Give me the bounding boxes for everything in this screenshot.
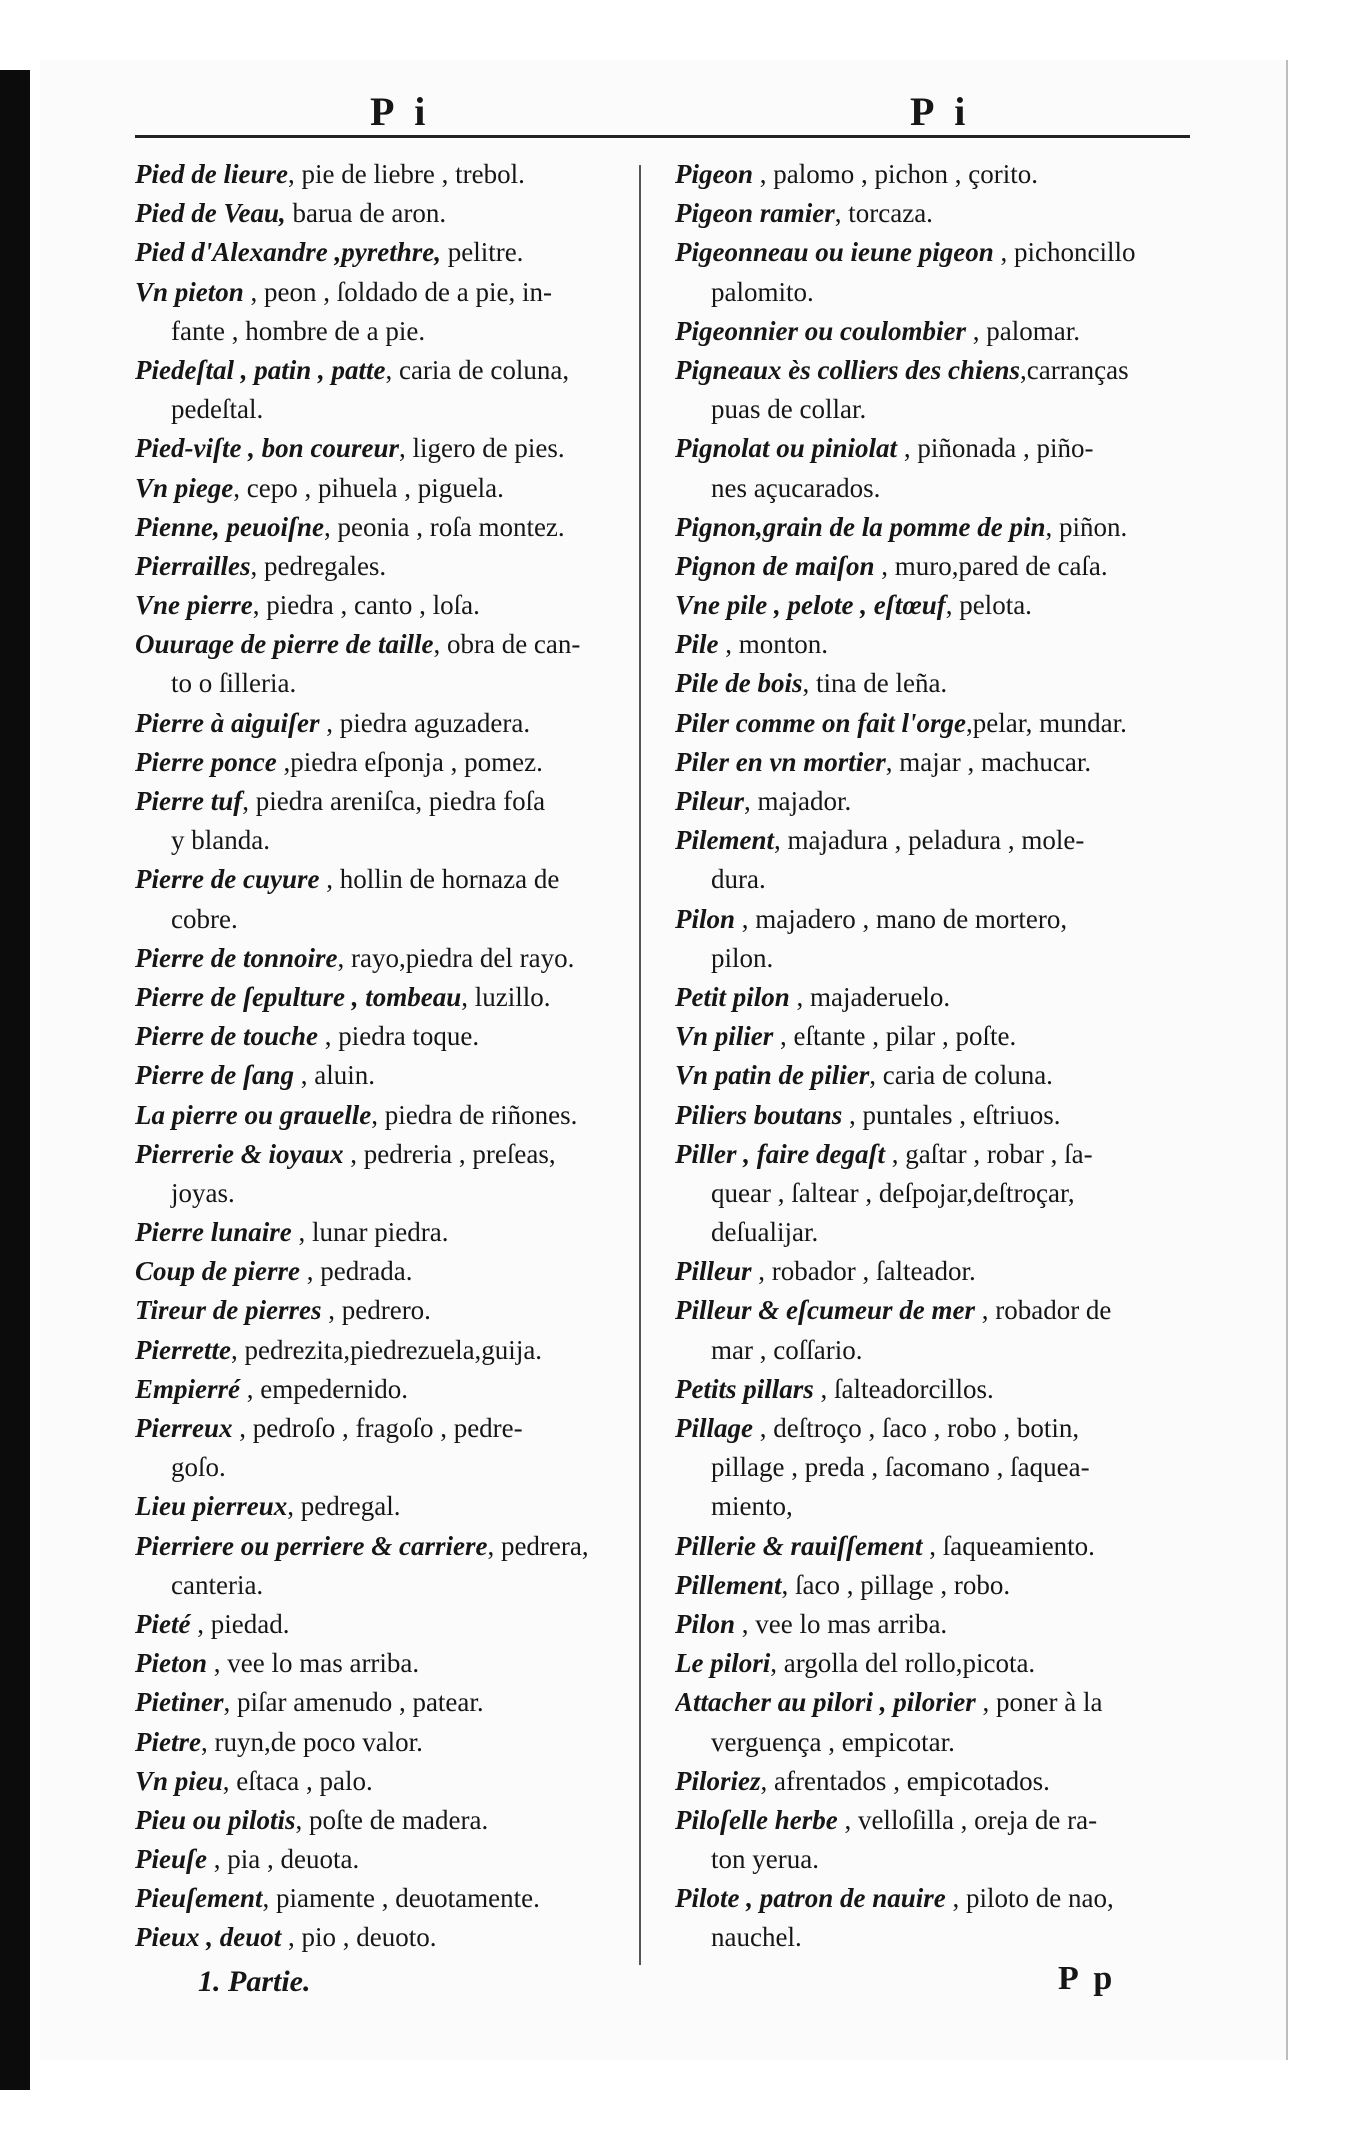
entry-term: Piliers boutans: [675, 1099, 843, 1130]
entry-definition: dura.: [711, 864, 766, 895]
entry-definition: , piedra , canto , loſa.: [252, 590, 480, 621]
entry-definition: , velloſilla , oreja de ra-: [837, 1804, 1098, 1835]
dictionary-line: [135, 821, 625, 860]
dictionary-line: [675, 1370, 1165, 1409]
signature-mark: 1. Partie.: [198, 1965, 311, 1998]
dictionary-line: [675, 1213, 1165, 1252]
entry-term: Pierriere ou perriere & carriere: [135, 1530, 488, 1561]
entry-definition: , puntales , eſtriuos.: [842, 1099, 1061, 1130]
dictionary-line: [135, 1174, 625, 1213]
entry-definition: ,carranças: [1020, 354, 1129, 385]
dictionary-line: [675, 194, 1165, 233]
entry-term: Pilleur: [675, 1256, 752, 1287]
entry-term: Pile de bois: [675, 668, 803, 699]
entry-definition: , vee lo mas arriba.: [735, 1608, 948, 1639]
entry-term: Empierré: [135, 1373, 240, 1404]
dictionary-line: [135, 429, 625, 468]
dictionary-line: [135, 1566, 625, 1605]
entry-definition: , robador de: [974, 1295, 1112, 1326]
dictionary-line: [135, 390, 625, 429]
entry-definition: to o ſilleria.: [171, 668, 297, 699]
entry-definition: , piedra aguzadera.: [319, 707, 531, 738]
entry-definition: , piñonada , piño-: [897, 433, 1094, 464]
dictionary-line: [675, 939, 1165, 978]
entry-term: Pierrailles: [135, 550, 251, 581]
left-column: [135, 155, 625, 1958]
entry-definition: , poſte de madera.: [295, 1804, 489, 1835]
dictionary-line: [675, 508, 1165, 547]
entry-term: Pigeon ramier: [675, 198, 835, 229]
entry-definition: , pie de liebre , trebol.: [287, 159, 525, 189]
entry-definition: , majadero , mano de mortero,: [735, 903, 1068, 934]
entry-term: Pierre de ſepulture , tombeau: [135, 981, 462, 1012]
running-header: [370, 88, 980, 148]
entry-term: Piler en vn mortier: [675, 746, 886, 777]
dictionary-line: [135, 1801, 625, 1840]
entry-term: Piloriez: [675, 1765, 761, 1796]
entry-definition: miento,: [711, 1491, 793, 1522]
entry-definition: , caria de coluna,: [385, 354, 570, 385]
dictionary-line: [135, 1252, 625, 1291]
dictionary-line: [675, 547, 1165, 586]
entry-term: Pigneaux ès colliers des chiens: [675, 354, 1020, 385]
entry-definition: , majador.: [744, 786, 852, 816]
entry-term: Le pilori: [675, 1648, 771, 1679]
entry-definition: , luzillo.: [461, 981, 551, 1012]
entry-definition: , gaſtar , robar , ſa-: [884, 1138, 1093, 1169]
dictionary-line: [135, 743, 625, 782]
dictionary-line: [675, 351, 1165, 390]
dictionary-line: [135, 704, 625, 743]
entry-definition: , argolla del rollo,picota.: [770, 1648, 1036, 1679]
dictionary-line: [675, 1566, 1165, 1605]
entry-term: Pieu ou pilotis: [135, 1804, 296, 1835]
dictionary-line: [135, 233, 625, 272]
dictionary-line: [675, 1252, 1165, 1291]
entry-definition: , monton.: [718, 629, 828, 660]
dictionary-line: [675, 1644, 1165, 1683]
entry-definition: , aluin.: [293, 1060, 375, 1091]
entry-term: Pigeonneau ou ieune pigeon: [675, 237, 994, 268]
column-divider: [639, 165, 641, 1965]
dictionary-line: [135, 1840, 625, 1879]
entry-term: Pignolat ou piniolat: [675, 433, 898, 464]
dictionary-line: [135, 1723, 625, 1762]
entry-definition: , eſtaca , palo.: [222, 1765, 373, 1796]
entry-term: Vn pilier: [675, 1021, 774, 1052]
entry-term: Ouurage de pierre de taille: [135, 629, 434, 660]
header-right: P i: [910, 89, 972, 134]
entry-term: Pieuſe: [135, 1844, 207, 1875]
entry-term: Attacher au pilori , pilorier: [675, 1687, 976, 1718]
dictionary-line: [135, 1017, 625, 1056]
entry-definition: y blanda.: [171, 825, 270, 856]
right-column: [675, 155, 1165, 1958]
dictionary-line: [675, 625, 1165, 664]
dictionary-line: [675, 1096, 1165, 1135]
dictionary-line: [135, 1096, 625, 1135]
entry-definition: deſualijar.: [711, 1217, 819, 1248]
dictionary-line: [675, 704, 1165, 743]
entry-term: Pierrerie & ioyaux: [135, 1138, 344, 1169]
dictionary-line: [675, 1409, 1165, 1448]
entry-definition: , eſtante , pilar , poſte.: [773, 1021, 1017, 1052]
page-edge: [1286, 60, 1288, 2060]
dictionary-line: [135, 586, 625, 625]
entry-definition: ,pelar, mundar.: [965, 707, 1127, 738]
dictionary-line: [675, 1801, 1165, 1840]
dictionary-line: [135, 1879, 625, 1918]
entry-term: Pierre de cuyure: [135, 864, 320, 895]
entry-term: Pieuſement: [135, 1883, 263, 1914]
entry-definition: , empedernido.: [240, 1373, 408, 1404]
entry-definition: , piedra toque.: [317, 1021, 480, 1052]
dictionary-line: [135, 1409, 625, 1448]
dictionary-line: [675, 1879, 1165, 1918]
entry-definition: , majadura , peladura , mole-: [773, 825, 1085, 856]
entry-definition: , majaderuelo.: [789, 981, 951, 1012]
dictionary-page: [40, 60, 1286, 2060]
dictionary-line: [675, 1135, 1165, 1174]
dictionary-line: [675, 1527, 1165, 1566]
entry-term: Pilement: [675, 825, 774, 856]
entry-term: Pietre: [135, 1726, 201, 1757]
dictionary-line: [135, 664, 625, 703]
entry-term: Piloſelle herbe: [675, 1804, 838, 1835]
dictionary-line: [135, 194, 625, 233]
entry-definition: , poner à la: [975, 1687, 1103, 1718]
dictionary-line: [135, 312, 625, 351]
entry-term: La pierre ou grauelle: [135, 1099, 372, 1130]
entry-definition: quear , ſaltear , deſpojar,deſtroçar,: [711, 1177, 1075, 1208]
entry-definition: , lunar piedra.: [291, 1217, 449, 1248]
book-binding-edge: [0, 70, 30, 2090]
entry-definition: puas de collar.: [711, 394, 867, 425]
dictionary-line: [675, 233, 1165, 272]
entry-term: Piler comme on fait l'orge: [675, 707, 966, 738]
entry-definition: , piloto de nao,: [945, 1883, 1114, 1914]
entry-term: Vn pieton: [135, 276, 244, 307]
entry-definition: cobre.: [171, 903, 238, 934]
header-left: P i: [370, 89, 432, 134]
entry-term: Piedeſtal , patin , patte: [135, 354, 386, 385]
entry-definition: , palomo , pichon , çorito.: [753, 159, 1038, 189]
dictionary-line: [675, 1487, 1165, 1526]
entry-definition: joyas.: [171, 1177, 235, 1208]
dictionary-line: [135, 1487, 625, 1526]
dictionary-line: [675, 1017, 1165, 1056]
entry-term: Pierre tuf: [135, 786, 243, 816]
entry-definition: , pedroſo , fragoſo , pedre-: [232, 1413, 523, 1443]
entry-definition: , caria de coluna.: [869, 1060, 1053, 1091]
entry-definition: fante , hombre de a pie.: [171, 315, 426, 346]
entry-term: Pierre de ſang: [135, 1060, 294, 1091]
entry-term: Coup de pierre: [135, 1256, 300, 1287]
entry-term: Pilleur & eſcumeur de mer: [675, 1295, 975, 1326]
entry-term: Pieton: [135, 1648, 207, 1679]
entry-definition: , majar , machucar.: [885, 746, 1092, 777]
entry-definition: , piamente , deuotamente.: [262, 1883, 540, 1914]
dictionary-line: [675, 1174, 1165, 1213]
entry-term: Pied-viſte , bon coureur: [135, 433, 399, 464]
entry-definition: , pedrero.: [321, 1295, 431, 1326]
entry-term: Pieux , deuot: [135, 1922, 282, 1953]
entry-term: Pierrette: [135, 1334, 231, 1365]
entry-term: Pied de lieure: [135, 159, 288, 189]
entry-definition: , palomar.: [966, 315, 1080, 346]
dictionary-line: [135, 900, 625, 939]
dictionary-line: [135, 625, 625, 664]
dictionary-line: [675, 390, 1165, 429]
dictionary-line: [675, 821, 1165, 860]
dictionary-line: [135, 1918, 625, 1957]
entry-term: Pilote , patron de nauire: [675, 1883, 946, 1914]
entry-definition: , vee lo mas arriba.: [207, 1648, 420, 1679]
dictionary-line: [675, 1723, 1165, 1762]
entry-definition: , pelota.: [945, 590, 1032, 621]
entry-term: Petit pilon: [675, 981, 790, 1012]
entry-definition: ton yerua.: [711, 1844, 819, 1875]
dictionary-line: [675, 664, 1165, 703]
entry-term: Pierre de tonnoire: [135, 942, 338, 973]
entry-definition: nes açucarados.: [711, 472, 881, 503]
dictionary-line: [135, 1291, 625, 1330]
dictionary-line: [135, 1762, 625, 1801]
entry-term: Pilon: [675, 1608, 736, 1639]
dictionary-line: [135, 782, 625, 821]
entry-definition: , ſalteadorcillos.: [813, 1373, 994, 1404]
entry-term: Pienne, peuoiſne: [135, 511, 324, 542]
dictionary-line: [675, 312, 1165, 351]
dictionary-line: [135, 1683, 625, 1722]
entry-definition: , cepo , pihuela , piguela.: [233, 472, 504, 503]
dictionary-line: [135, 1331, 625, 1370]
entry-term: Lieu pierreux: [135, 1491, 288, 1522]
dictionary-line: [135, 1056, 625, 1095]
entry-term: Pigeonnier ou coulombier: [675, 315, 967, 346]
entry-term: Pile: [675, 629, 719, 660]
entry-definition: , piedad.: [190, 1608, 290, 1639]
dictionary-line: [135, 508, 625, 547]
entry-term: Vne pile , pelote , eſtœuf: [675, 590, 946, 621]
entry-term: Pignon,grain de la pomme de pin: [675, 511, 1046, 542]
dictionary-line: [675, 1762, 1165, 1801]
entry-definition: , peon , ſoldado de a pie, in-: [243, 276, 552, 307]
dictionary-line: [675, 1331, 1165, 1370]
entry-definition: , pedregal.: [287, 1491, 401, 1522]
entry-term: Vn patin de pilier: [675, 1060, 870, 1091]
entry-definition: , torcaza.: [834, 198, 933, 229]
dictionary-line: [675, 1056, 1165, 1095]
entry-definition: , ligero de pies.: [398, 433, 565, 464]
dictionary-line: [675, 978, 1165, 1017]
entry-definition: , piñon.: [1045, 511, 1128, 542]
dictionary-line: [135, 1135, 625, 1174]
entry-term: Petits pillars: [675, 1373, 814, 1404]
entry-term: Pierre à aiguiſer: [135, 707, 320, 738]
entry-term: Pillement: [675, 1569, 782, 1600]
dictionary-line: [675, 860, 1165, 899]
entry-definition: , muro,pared de caſa.: [874, 550, 1108, 581]
dictionary-line: [675, 586, 1165, 625]
entry-definition: mar , coſſario.: [711, 1334, 863, 1365]
entry-definition: , pia , deuota.: [206, 1844, 360, 1875]
entry-term: Vn piege: [135, 472, 234, 503]
entry-term: Pierre lunaire: [135, 1217, 292, 1248]
entry-definition: , deſtroço , ſaco , robo , botin,: [752, 1413, 1080, 1443]
entry-definition: , pio , deuoto.: [281, 1922, 437, 1953]
entry-term: Pilon: [675, 903, 736, 934]
dictionary-line: [135, 469, 625, 508]
entry-definition: , pichoncillo: [993, 237, 1136, 268]
dictionary-line: [135, 1527, 625, 1566]
dictionary-line: [675, 743, 1165, 782]
entry-term: Pied d'Alexandre ,pyrethre,: [135, 237, 441, 268]
dictionary-line: [135, 1370, 625, 1409]
dictionary-line: [135, 1448, 625, 1487]
entry-definition: , pedreria , preſeas,: [343, 1138, 556, 1169]
entry-definition: , piſar amenudo , patear.: [223, 1687, 484, 1718]
entry-definition: , hollin de hornaza de: [319, 864, 560, 895]
dictionary-line: [675, 1291, 1165, 1330]
entry-definition: canteria.: [171, 1569, 264, 1600]
entry-term: Vne pierre: [135, 590, 253, 621]
entry-definition: pelitre.: [440, 237, 524, 268]
entry-definition: , pedrada.: [300, 1256, 413, 1287]
entry-definition: nauchel.: [711, 1922, 802, 1953]
dictionary-line: [675, 429, 1165, 468]
entry-definition: verguença , empicotar.: [711, 1726, 955, 1757]
dictionary-line: [135, 1213, 625, 1252]
entry-definition: , pedrera,: [487, 1530, 589, 1561]
entry-definition: , piedra de riñones.: [371, 1099, 578, 1130]
entry-definition: , obra de can-: [433, 629, 581, 660]
entry-term: Pierre de touche: [135, 1021, 318, 1052]
header-rule: [135, 135, 1190, 138]
entry-term: Pieté: [135, 1608, 191, 1639]
entry-term: Tireur de pierres: [135, 1295, 322, 1326]
dictionary-line: [675, 782, 1165, 821]
dictionary-line: [135, 1605, 625, 1644]
entry-term: Vn pieu: [135, 1765, 223, 1796]
entry-term: Piller , faire degaſt: [675, 1138, 885, 1169]
entry-definition: , ſaqueamiento.: [922, 1530, 1095, 1561]
dictionary-line: [675, 1605, 1165, 1644]
dictionary-line: [135, 155, 625, 194]
dictionary-line: [135, 939, 625, 978]
entry-definition: , peonia , roſa montez.: [324, 511, 565, 542]
entry-term: Pillerie & rauiſſement: [675, 1530, 923, 1561]
entry-definition: , piedra areniſca, piedra foſa: [242, 786, 546, 816]
entry-definition: , ruyn,de poco valor.: [200, 1726, 423, 1757]
entry-definition: goſo.: [171, 1452, 226, 1483]
entry-definition: pilon.: [711, 942, 774, 973]
entry-term: Pignon de maiſon: [675, 550, 875, 581]
dictionary-line: [135, 273, 625, 312]
dictionary-line: [675, 155, 1165, 194]
entry-definition: , tina de leña.: [802, 668, 948, 699]
entry-definition: palomito.: [711, 276, 814, 307]
entry-definition: ,piedra eſponja , pomez.: [276, 746, 543, 777]
entry-term: Pillage: [675, 1413, 753, 1443]
dictionary-line: [135, 1644, 625, 1683]
catchword: P p: [1058, 1960, 1117, 1997]
dictionary-line: [675, 1918, 1165, 1957]
dictionary-line: [135, 547, 625, 586]
dictionary-line: [675, 1840, 1165, 1879]
entry-definition: pedeſtal.: [171, 394, 264, 425]
dictionary-line: [675, 469, 1165, 508]
entry-term: Pierre ponce: [135, 746, 277, 777]
dictionary-line: [675, 1448, 1165, 1487]
entry-definition: barua de aron.: [285, 198, 447, 229]
entry-definition: , pedregales.: [250, 550, 387, 581]
dictionary-line: [135, 860, 625, 899]
entry-term: Pierreux: [135, 1413, 233, 1443]
entry-term: Pied de Veau,: [135, 198, 286, 229]
entry-definition: , rayo,piedra del rayo.: [337, 942, 575, 973]
dictionary-line: [135, 351, 625, 390]
entry-term: Pietiner: [135, 1687, 224, 1718]
entry-definition: pillage , preda , ſacomano , ſaquea-: [711, 1452, 1090, 1483]
dictionary-line: [135, 978, 625, 1017]
entry-definition: , ſaco , pillage , robo.: [781, 1569, 1011, 1600]
dictionary-line: [675, 273, 1165, 312]
entry-term: Pileur: [675, 786, 745, 816]
dictionary-line: [675, 1683, 1165, 1722]
entry-definition: , pedrezita,piedrezuela,guija.: [230, 1334, 543, 1365]
entry-definition: , robador , ſalteador.: [751, 1256, 976, 1287]
entry-term: Pigeon: [675, 159, 753, 189]
entry-definition: , afrentados , empicotados.: [760, 1765, 1050, 1796]
dictionary-line: [675, 900, 1165, 939]
